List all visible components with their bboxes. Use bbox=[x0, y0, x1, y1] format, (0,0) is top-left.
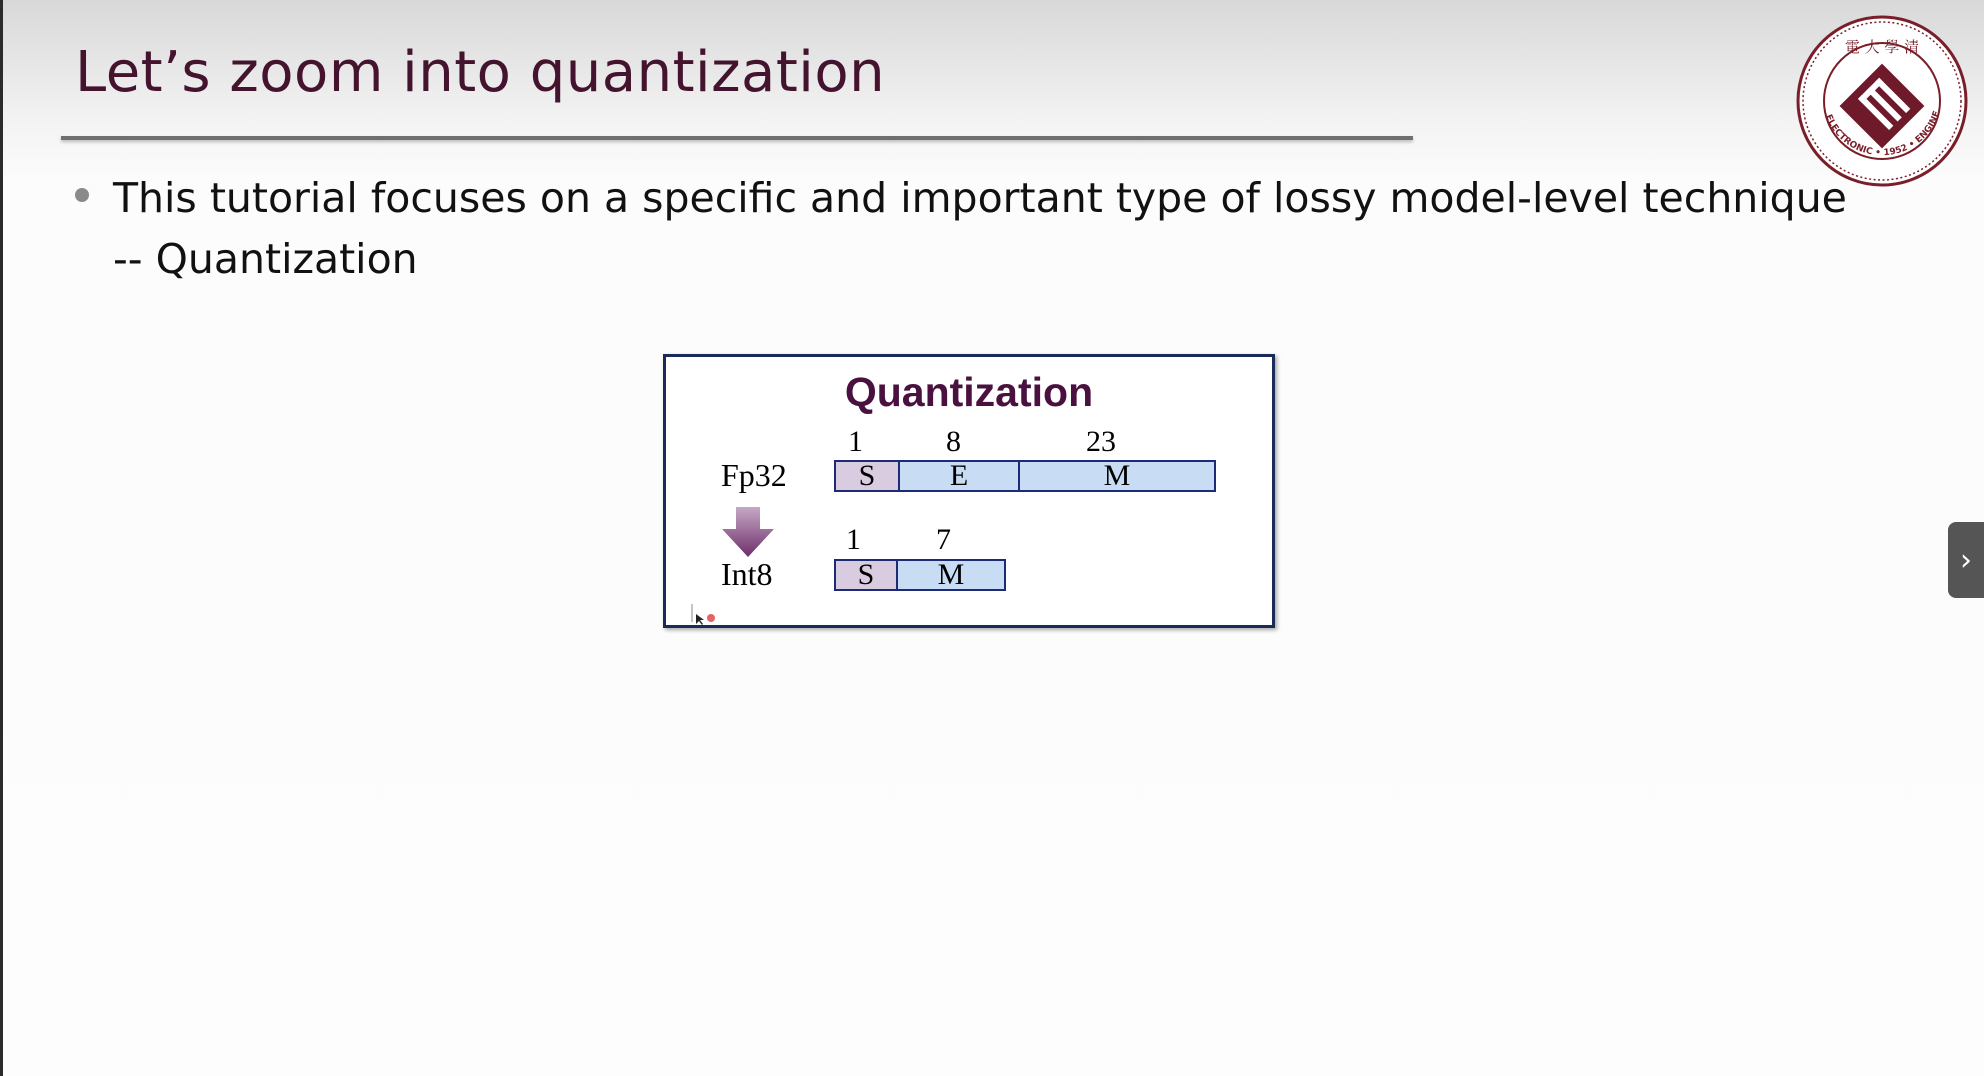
int8-label: Int8 bbox=[721, 556, 773, 592]
quantization-figure bbox=[663, 354, 1275, 628]
int8-sign-cell: S bbox=[834, 559, 898, 591]
fp32-mantissa-width: 23 bbox=[1086, 425, 1116, 458]
title-divider bbox=[61, 136, 1413, 140]
int8-sign-width: 1 bbox=[846, 523, 861, 556]
fp32-sign-cell: S bbox=[834, 460, 900, 492]
fp32-exponent-width: 8 bbox=[946, 425, 961, 458]
fp32-exponent-cell: E bbox=[898, 460, 1020, 492]
int8-mantissa-cell: M bbox=[896, 559, 1006, 591]
fp32-label: Fp32 bbox=[721, 457, 787, 493]
cursor-icon bbox=[690, 604, 716, 626]
university-seal-icon bbox=[1795, 14, 1969, 188]
fp32-mantissa-cell: M bbox=[1018, 460, 1216, 492]
int8-mantissa-width: 7 bbox=[936, 523, 951, 556]
bullet-text: This tutorial focuses on a specific and important type of lossy model-level technique -- Quantization bbox=[113, 174, 1847, 283]
next-slide-button[interactable] bbox=[1948, 522, 1984, 598]
figure-title: Quantization bbox=[844, 369, 1094, 415]
chevron-right-icon: › bbox=[1960, 542, 1972, 578]
bullet-icon bbox=[75, 188, 89, 202]
down-arrow-icon bbox=[720, 507, 776, 559]
slide-title: Let’s zoom into quantization bbox=[75, 40, 886, 105]
seal-characters: 電 大 學 清 bbox=[1844, 38, 1920, 56]
seal-caption: ELECTRONIC • 1952 • ENGINE bbox=[1822, 109, 1943, 159]
fp32-sign-width: 1 bbox=[848, 425, 863, 458]
